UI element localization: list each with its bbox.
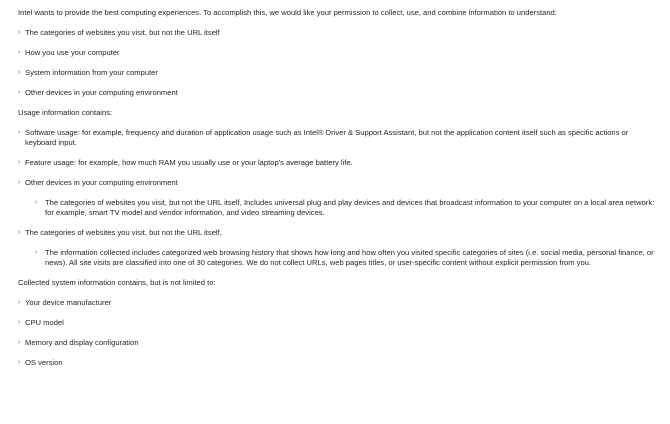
chevron-right-icon: › (18, 229, 21, 236)
system-heading: Collected system information contains, but is not limited to: (18, 278, 216, 287)
understand-list (18, 28, 660, 98)
chevron-right-icon: › (18, 89, 21, 96)
list-item: › The categories of websites you visit, but not the URL itself, › The information collected includes categorized web browsing history that shows how long and how often you visited specific categories of sites (i.e. social media, personal finance, or news). All site visits are classified into one of 30 categories. We do not collect URLs, web pages titles, or user-specific content without explicit permission from you. (18, 228, 660, 268)
sub-list-item: › The information collected includes categorized web browsing history that shows how long and how often you visited specific categories of sites (i.e. social media, personal finance, or news). All site visits are classified into one of 30 categories. We do not collect URLs, web pages titles, or user-specific content without explicit permission from you. (35, 248, 654, 267)
sub-list (25, 198, 660, 218)
chevron-right-icon: › (18, 339, 21, 346)
chevron-right-icon: › (18, 359, 21, 366)
list-item: › CPU model (18, 318, 64, 327)
chevron-right-icon: › (18, 319, 21, 326)
list-item: › System information from your computer (18, 68, 158, 77)
list-item: › Other devices in your computing environment (18, 88, 178, 97)
chevron-right-icon: › (18, 69, 21, 76)
chevron-right-icon: › (18, 159, 21, 166)
list-item: › OS version (18, 358, 63, 367)
chevron-right-icon: › (18, 29, 21, 36)
chevron-right-icon: › (35, 249, 38, 256)
chevron-right-icon: › (18, 299, 21, 306)
list-item: › Other devices in your computing environment › The categories of websites you visit, but not the URL itself, Includes universal plug and play devices and devices that broadcast information to your computer on a local area network: for example, smart TV model and vendor information, and video streaming devices. (18, 178, 660, 218)
list-item: › Software usage: for example, frequency and duration of application usage such as Intel® Driver & Support Assistant, but not the application content itself such as specific actions or keyboard input. (18, 128, 629, 147)
list-item: › Your device manufacturer (18, 298, 112, 307)
chevron-right-icon: › (35, 199, 38, 206)
usage-list (18, 128, 660, 268)
list-item: › Feature usage: for example, how much RAM you usually use or your laptop's average battery life. (18, 158, 353, 167)
system-list (18, 298, 660, 368)
chevron-right-icon: › (18, 49, 21, 56)
sub-list (25, 248, 660, 268)
list-item: › The categories of websites you visit, but not the URL itself (18, 28, 220, 37)
list-item: › Memory and display configuration (18, 338, 139, 347)
chevron-right-icon: › (18, 129, 21, 136)
usage-heading: Usage information contains: (18, 108, 113, 117)
intro-text: Intel wants to provide the best computing experiences. To accomplish this, we would like your permission to collect, use, and combine information to understand: (18, 8, 557, 17)
list-item: › How you use your computer (18, 48, 120, 57)
sub-list-item: › The categories of websites you visit, but not the URL itself, Includes universal plug and play devices and devices that broadcast information to your computer on a local area network: for example, smart TV model and vendor information, and video streaming devices. (35, 198, 655, 217)
chevron-right-icon: › (18, 179, 21, 186)
